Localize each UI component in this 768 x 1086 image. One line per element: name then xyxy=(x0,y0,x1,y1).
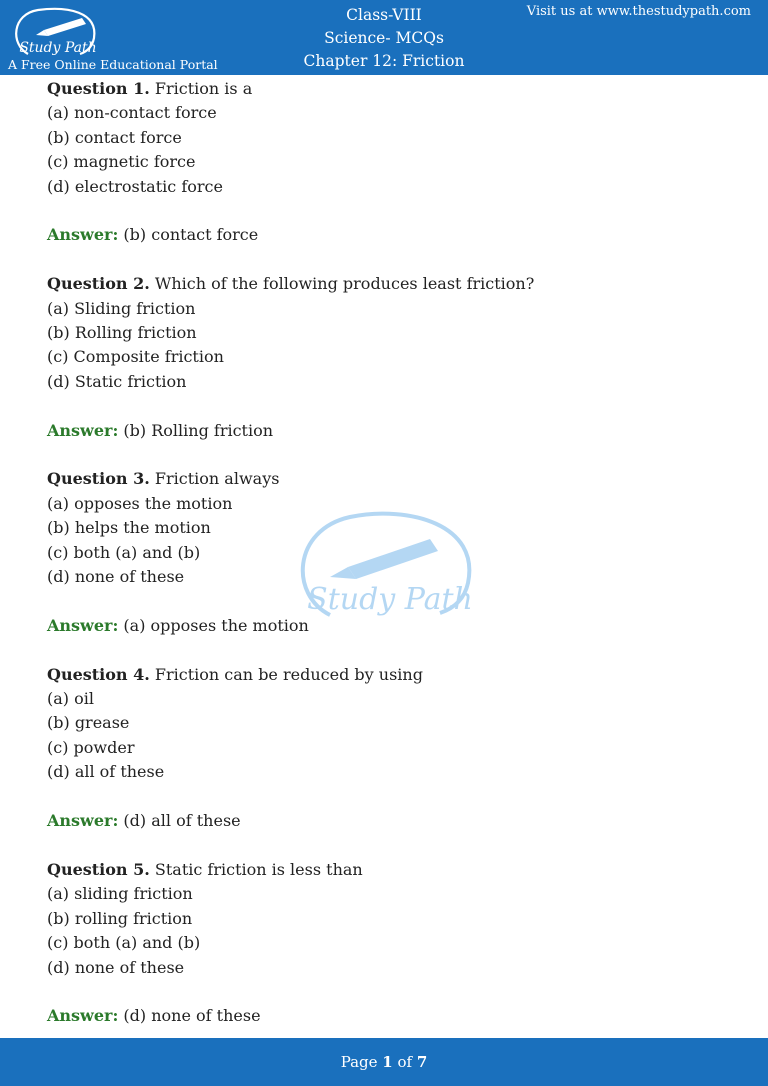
answer-text: (a) opposes the motion xyxy=(118,615,309,635)
option-b: (b) Rolling friction xyxy=(47,323,197,343)
question-line xyxy=(47,272,727,296)
question-block-4 xyxy=(47,663,727,785)
header-titles xyxy=(234,4,534,73)
chapter-title: Chapter 12: Friction xyxy=(303,52,465,70)
answer-block-2 xyxy=(47,419,727,443)
option-c: (c) Composite friction xyxy=(47,347,224,367)
answer-block-5 xyxy=(47,1004,727,1028)
question-line xyxy=(47,663,727,687)
answer-text: (b) contact force xyxy=(118,225,259,245)
answer-block-3 xyxy=(47,614,727,638)
answer-line xyxy=(47,809,727,833)
option-b: (b) grease xyxy=(47,713,130,733)
answer-label: Answer: xyxy=(47,1006,119,1026)
answer-label: Answer: xyxy=(47,420,119,440)
page-footer xyxy=(0,1038,768,1086)
option-d: (d) Static friction xyxy=(47,371,187,391)
answer-label: Answer: xyxy=(47,811,119,831)
option-a: (a) Sliding friction xyxy=(47,298,196,318)
question-line xyxy=(47,467,727,491)
question-line xyxy=(47,858,727,882)
page-word: Page xyxy=(340,1053,383,1071)
mcq-list xyxy=(47,77,727,1053)
answer-line xyxy=(47,419,727,443)
option-c: (c) magnetic force xyxy=(47,152,196,172)
question-text: Which of the following produces least friction? xyxy=(149,274,535,294)
option-b: (b) rolling friction xyxy=(47,908,193,928)
option-a: (a) opposes the motion xyxy=(47,493,233,513)
answer-label: Answer: xyxy=(47,615,119,635)
current-page-number: 1 xyxy=(382,1053,393,1071)
question-block-2 xyxy=(47,272,727,394)
answer-text: (b) Rolling friction xyxy=(118,420,274,440)
question-text: Friction can be reduced by using xyxy=(149,664,423,684)
answer-line xyxy=(47,1004,727,1028)
class-title: Class-VIII xyxy=(346,6,422,24)
option-d: (d) all of these xyxy=(47,762,165,782)
option-d: (d) none of these xyxy=(47,957,185,977)
question-label: Question 2. xyxy=(47,274,150,294)
option-a: (a) non-contact force xyxy=(47,103,217,123)
option-d: (d) electrostatic force xyxy=(47,176,223,196)
option-d: (d) none of these xyxy=(47,567,185,587)
question-text: Static friction is less than xyxy=(149,859,363,879)
portal-tagline: A Free Online Educational Portal xyxy=(8,57,218,72)
of-word: of xyxy=(392,1053,417,1071)
question-block-3 xyxy=(47,467,727,589)
subject-title: Science- MCQs xyxy=(324,29,444,47)
answer-text: (d) none of these xyxy=(118,1006,261,1026)
option-c: (c) both (a) and (b) xyxy=(47,542,201,562)
question-text: Friction always xyxy=(149,469,280,489)
question-label: Question 5. xyxy=(47,859,150,879)
question-block-5 xyxy=(47,858,727,980)
option-c: (c) powder xyxy=(47,737,135,757)
answer-text: (d) all of these xyxy=(118,811,241,831)
answer-label: Answer: xyxy=(47,225,119,245)
website-link[interactable]: Visit us at www.thestudypath.com xyxy=(526,4,751,19)
study-path-logo xyxy=(8,4,108,60)
page-header xyxy=(0,0,768,75)
logo-text: Study Path xyxy=(19,40,97,56)
answer-block-4 xyxy=(47,809,727,833)
question-label: Question 1. xyxy=(47,79,150,98)
option-a: (a) oil xyxy=(47,689,94,709)
option-b: (b) helps the motion xyxy=(47,518,211,538)
question-block-1 xyxy=(47,77,727,199)
option-a: (a) sliding friction xyxy=(47,884,193,904)
option-b: (b) contact force xyxy=(47,127,182,147)
question-label: Question 4. xyxy=(47,664,150,684)
answer-block-1 xyxy=(47,223,727,247)
question-line xyxy=(47,77,727,101)
answer-line xyxy=(47,614,727,638)
answer-line xyxy=(47,223,727,247)
watermark-text: Study Path xyxy=(307,582,473,617)
total-pages-number: 7 xyxy=(416,1053,428,1071)
option-c: (c) both (a) and (b) xyxy=(47,933,201,953)
question-text: Friction is a xyxy=(149,79,253,98)
question-label: Question 3. xyxy=(47,469,150,489)
